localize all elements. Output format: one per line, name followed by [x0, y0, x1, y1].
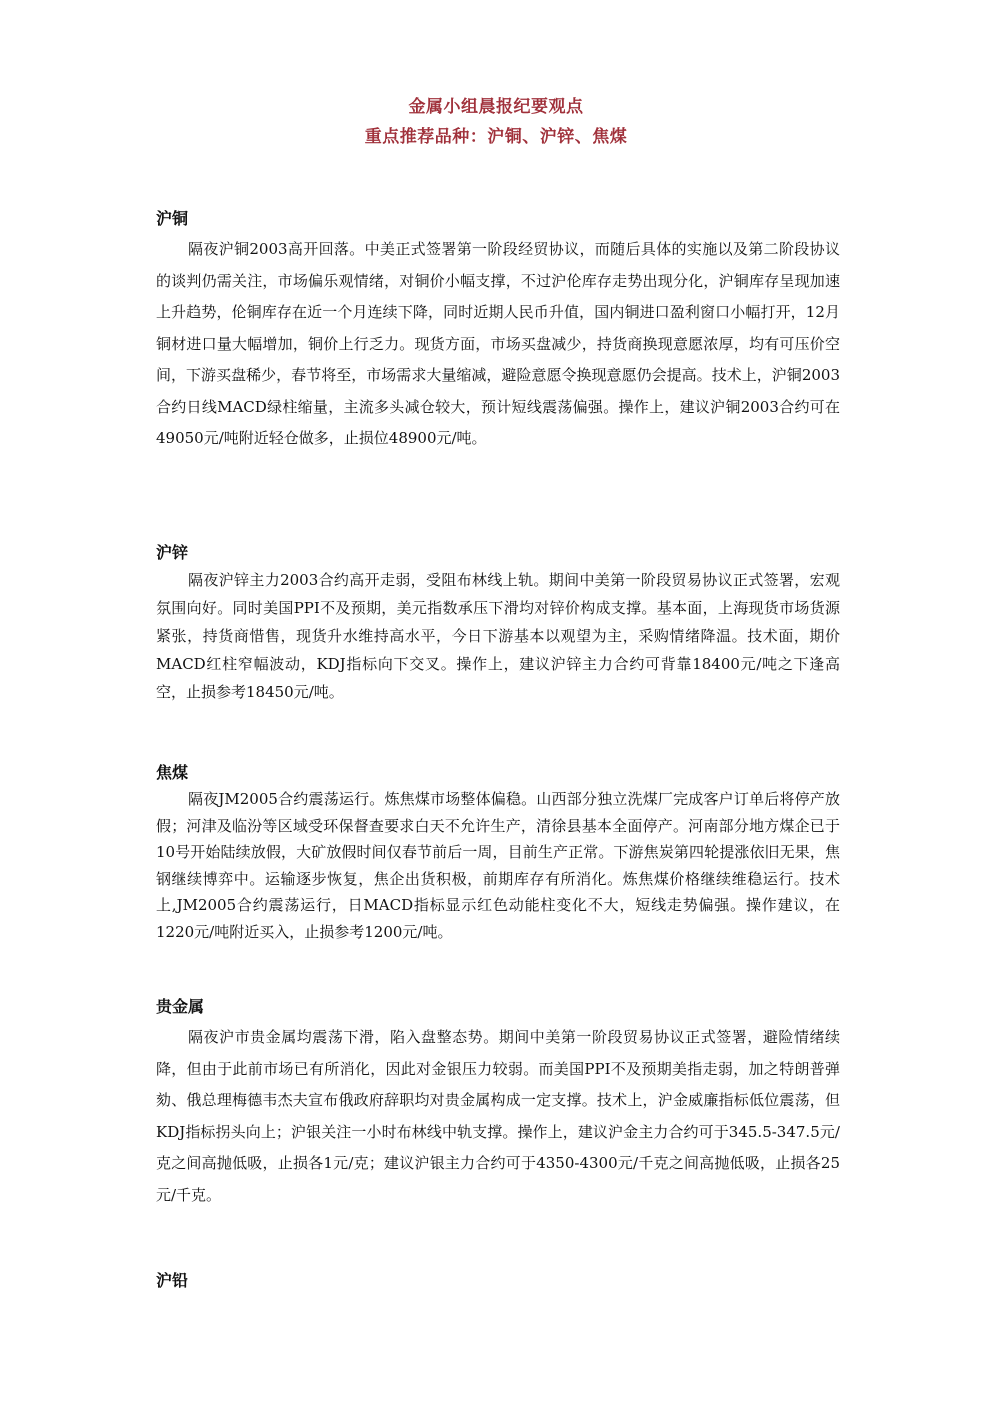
section-body-coking-coal: 隔夜JM2005合约震荡运行。炼焦煤市场整体偏稳。山西部分独立洗煤厂完成客户订单后将停产放假；河津及临汾等区域受环保督查要求白天不允许生产，清徐县基本全面停产。河南部分地方煤企已于10号开始陆续放假，大矿放假时间仅春节前后一周，目前生产正常。下游焦炭第四轮提涨依旧无果，焦钢继续博弈中。运输逐步恢复，焦企出货积极，前期库存有所消化。炼焦煤价格继续维稳运行。技术上,JM2005合约震荡运行，日MACD指标显示红色动能柱变化不大，短线走势偏强。操作建议，在1220元/吨附近买入，止损参考1200元/吨。 — [156, 790, 840, 941]
section-body-copper: 隔夜沪铜2003高开回落。中美正式签署第一阶段经贸协议，而随后具体的实施以及第二阶段协议的谈判仍需关注，市场偏乐观情绪，对铜价小幅支撑，不过沪伦库存走势出现分化，沪铜库存呈现加速上升趋势，伦铜库存在近一个月连续下降，同时近期人民币升值，国内铜进口盈利窗口小幅打开，12月铜材进口量大幅增加，铜价上行乏力。现货方面，市场买盘减少，持货商换现意愿浓厚，均有可压价空间，下游买盘稀少，春节将至，市场需求大量缩减，避险意愿令换现意愿仍会提高。技术上，沪铜2003合约日线MACD绿柱缩量，主流多头减仓较大，预计短线震荡偏强。操作上，建议沪铜2003合约可在49050元/吨附近轻仓做多，止损位48900元/吨。 — [156, 240, 840, 447]
section-coking-coal — [156, 762, 840, 945]
section-copper — [156, 208, 840, 455]
section-heading-lead: 沪铅 — [156, 1271, 189, 1290]
report-header — [0, 92, 992, 152]
section-heading-precious-metals: 贵金属 — [156, 997, 205, 1016]
section-body-zinc: 隔夜沪锌主力2003合约高开走弱，受阻布林线上轨。期间中美第一阶段贸易协议正式签署，宏观氛围向好。同时美国PPI不及预期，美元指数承压下滑均对锌价构成支撑。基本面，上海现货市场货源紧张，持货商惜售，现货升水维持高水平，今日下游基本以观望为主，采购情绪降温。技术面，期价MACD红柱窄幅波动，KDJ指标向下交叉。操作上，建议沪锌主力合约可背靠18400元/吨之下逢高空，止损参考18450元/吨。 — [156, 571, 840, 701]
section-body-precious-metals: 隔夜沪市贵金属均震荡下滑，陷入盘整态势。期间中美第一阶段贸易协议正式签署，避险情绪续降，但由于此前市场已有所消化，因此对金银压力较弱。而美国PPI不及预期美指走弱，加之特朗普弹劾、俄总理梅德韦杰夫宣布俄政府辞职均对贵金属构成一定支撑。技术上，沪金威廉指标低位震荡，但KDJ指标拐头向上；沪银关注一小时布林线中轨支撑。操作上，建议沪金主力合约可于345.5-347.5元/克之间高抛低吸，止损各1元/克；建议沪银主力合约可于4350-4300元/千克之间高抛低吸，止损各25元/千克。 — [156, 1028, 840, 1204]
section-precious-metals — [156, 996, 840, 1211]
section-zinc — [156, 542, 840, 706]
section-lead — [156, 1270, 840, 1292]
report-title: 金属小组晨报纪要观点 — [408, 97, 584, 117]
section-heading-zinc: 沪锌 — [156, 543, 189, 562]
report-subtitle: 重点推荐品种：沪铜、沪锌、焦煤 — [364, 127, 628, 147]
section-heading-coking-coal: 焦煤 — [156, 763, 189, 782]
section-heading-copper: 沪铜 — [156, 209, 189, 228]
